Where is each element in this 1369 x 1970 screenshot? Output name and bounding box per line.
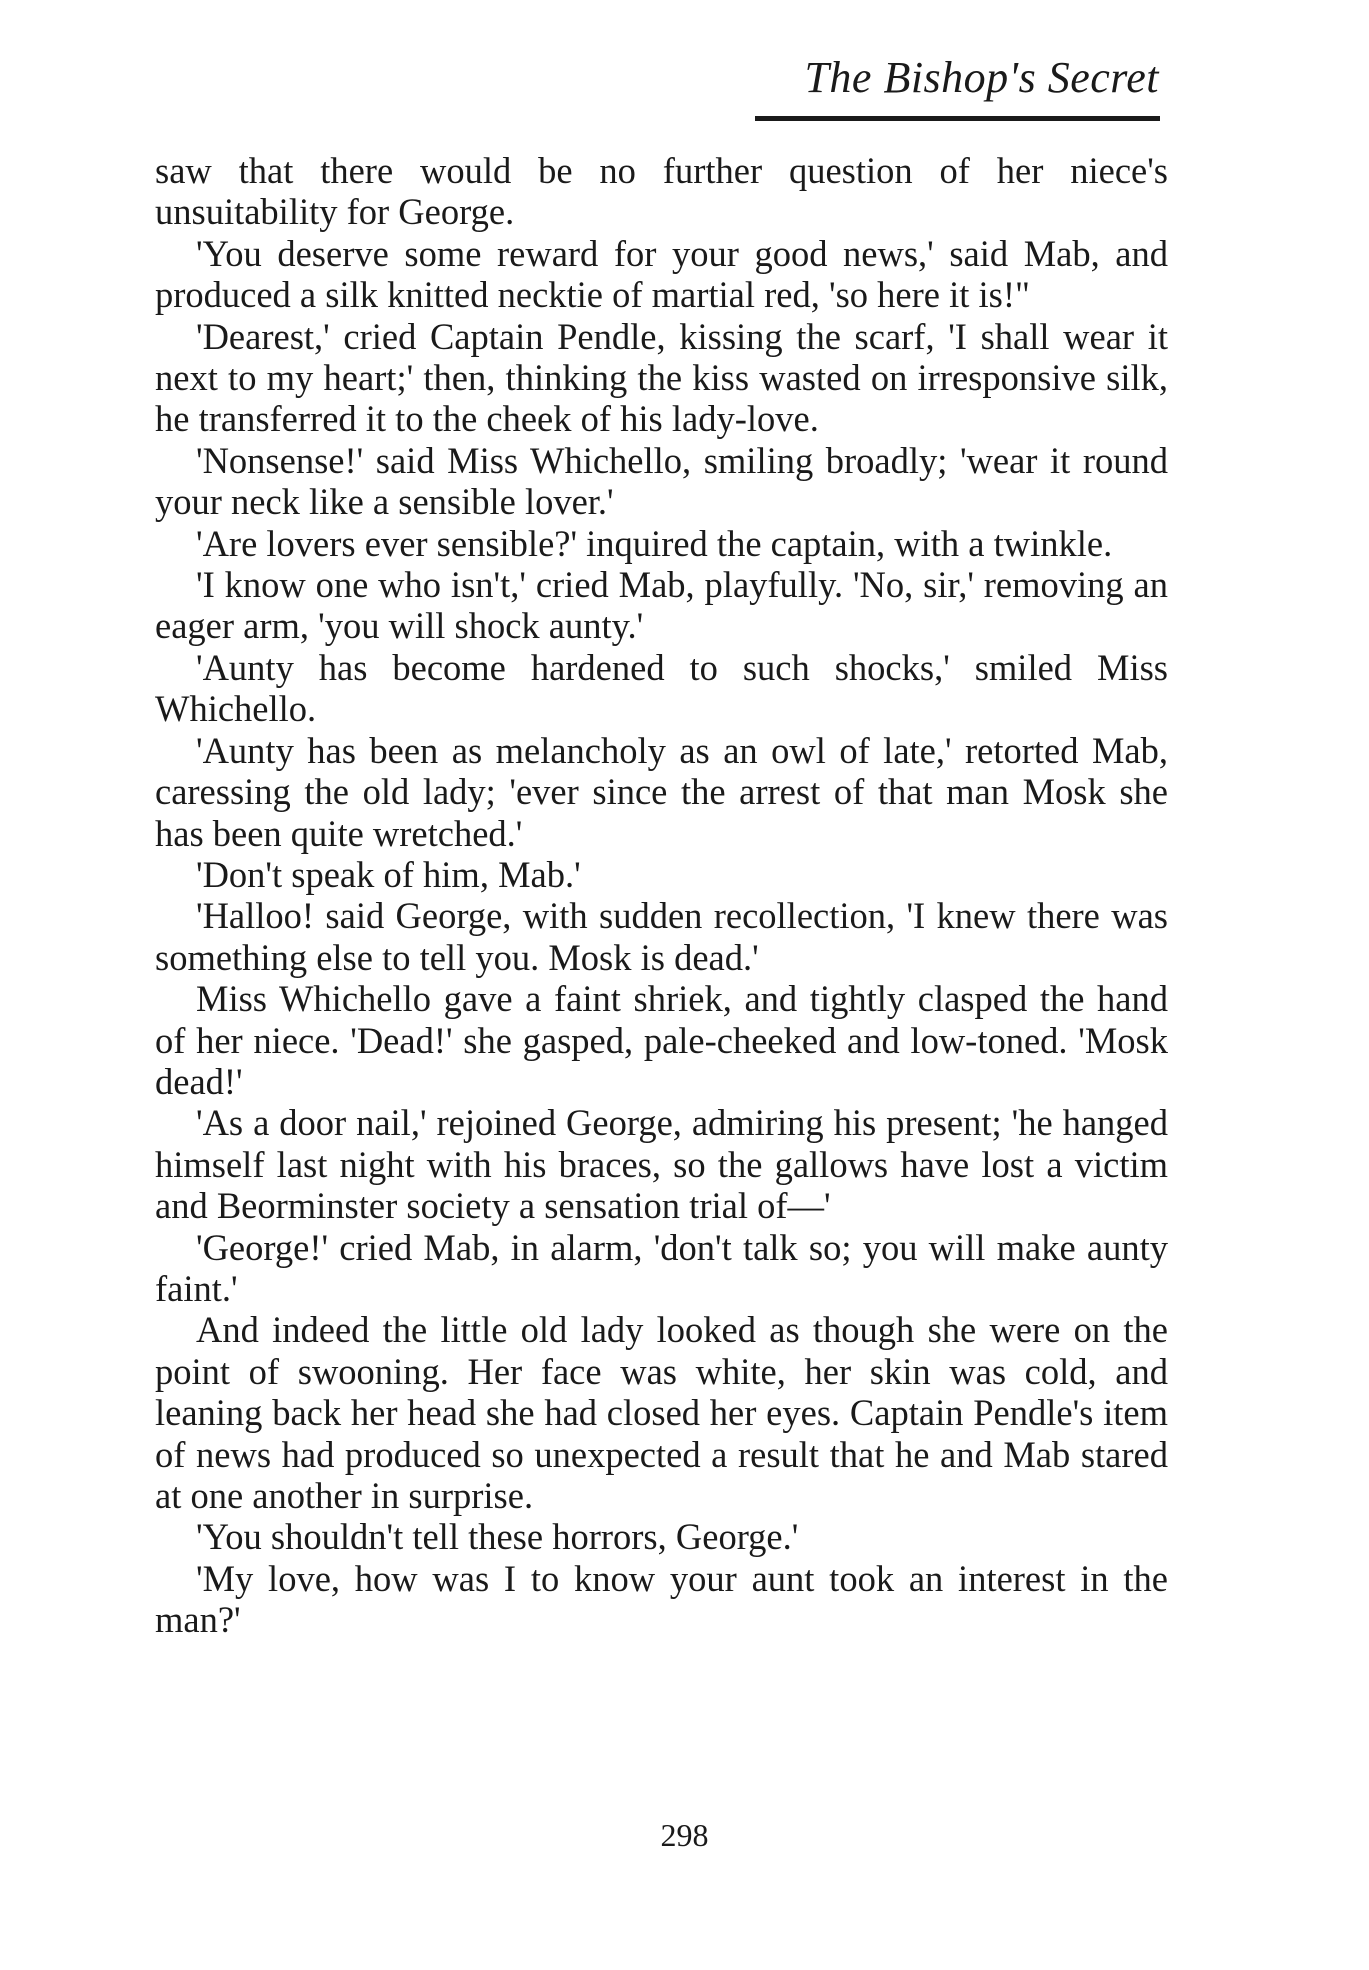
paragraph: 'You shouldn't tell these horrors, George.' (196, 1516, 799, 1558)
paragraph: 'You deserve some reward for your good news,' said Mab, and produced a silk knitted necktie of martial red, 'so here it is!" (155, 232, 1168, 316)
paragraph: 'Don't speak of him, Mab.' (196, 853, 581, 895)
paragraph: 'Are lovers ever sensible?' inquired the captain, with a twinkle. (196, 522, 1113, 564)
paragraph: 'My love, how was I to know your aunt took an interest in the man?' (155, 1557, 1168, 1641)
paragraph: 'Nonsense!' said Miss Whichello, smiling broadly; 'wear it round your neck like a sensible lover.' (155, 439, 1168, 523)
paragraph: 'Halloo! said George, with sudden recollection, 'I knew there was something else to tell you. Mosk is dead.' (155, 895, 1168, 978)
paragraph: And indeed the little old lady looked as though she were on the point of swooning. Her face was white, her skin was cold, and leaning back her head she had closed her eyes. Captain Pendle's item of news had produced so unexpected a result that he and Mab stared at one another in surprise. (155, 1309, 1168, 1516)
running-head: The Bishop's Secret (804, 53, 1159, 102)
page-number: 298 (660, 1817, 709, 1853)
paragraph: 'George!' cried Mab, in alarm, 'don't talk so; you will make aunty faint.' (155, 1226, 1168, 1309)
body-text (155, 150, 1168, 1641)
paragraph: 'As a door nail,' rejoined George, admiring his present; 'he hanged himself last night with his braces, so the gallows have lost a victim and Beorminster society a sensation trial of—' (155, 1102, 1168, 1227)
header-rule (755, 116, 1160, 121)
paragraph: saw that there would be no further question of her niece's unsuitability for George. (155, 150, 1168, 233)
paragraph: 'Aunty has become hardened to such shocks,' smiled Miss Whichello. (155, 646, 1168, 730)
paragraph: 'I know one who isn't,' cried Mab, playfully. 'No, sir,' removing an eager arm, 'you will shock aunty.' (155, 564, 1168, 647)
paragraph: Miss Whichello gave a faint shriek, and tightly clasped the hand of her niece. 'Dead!' she gasped, pale-cheeked and low-toned. 'Mosk dead!' (155, 978, 1168, 1102)
paragraph: 'Aunty has been as melancholy as an owl of late,' retorted Mab, caressing the old lady; 'ever since the arrest of that man Mosk she has been quite wretched.' (155, 729, 1168, 854)
paragraph: 'Dearest,' cried Captain Pendle, kissing the scarf, 'I shall wear it next to my heart;' then, thinking the kiss wasted on irresponsive silk, he transferred it to the cheek of his lady-love. (155, 315, 1168, 440)
